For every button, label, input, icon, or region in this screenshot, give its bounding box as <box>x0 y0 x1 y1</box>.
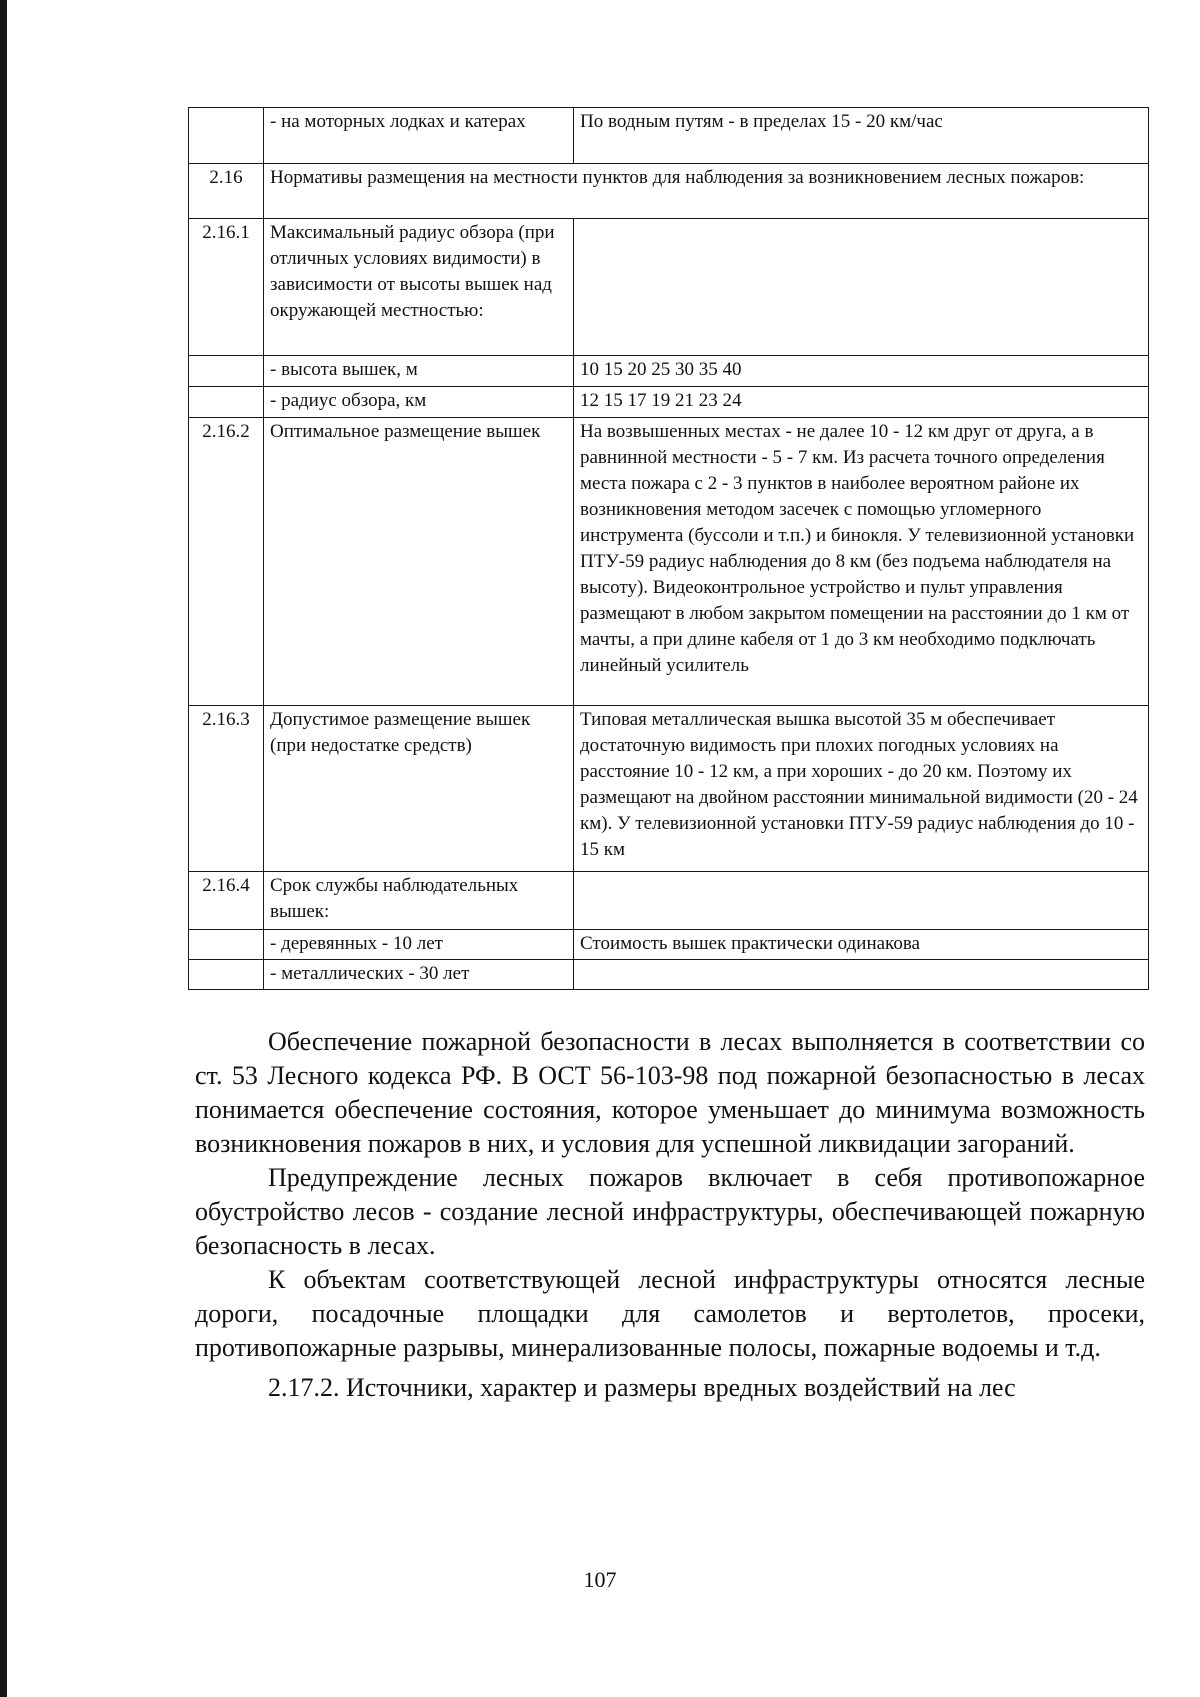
table-row <box>189 930 1149 960</box>
table-row <box>189 387 1149 418</box>
row-number <box>189 387 264 418</box>
row-parameter: - на моторных лодках и катерах <box>264 108 574 164</box>
row-number: 2.16.2 <box>189 418 264 706</box>
row-parameter: - радиус обзора, км <box>264 387 574 418</box>
page-number: 107 <box>583 1567 617 1592</box>
row-value: По водным путям - в пределах 15 - 20 км/час <box>574 108 1149 164</box>
row-number <box>189 960 264 990</box>
row-number: 2.16 <box>189 164 264 219</box>
row-value: 12 15 17 19 21 23 24 <box>574 387 1149 418</box>
scan-binding-edge <box>0 0 7 1697</box>
row-number <box>189 356 264 387</box>
table-row <box>189 706 1149 872</box>
row-value <box>574 872 1149 930</box>
table-row <box>189 418 1149 706</box>
row-number: 2.16.1 <box>189 219 264 356</box>
norms-table <box>188 107 1149 990</box>
row-value: 10 15 20 25 30 35 40 <box>574 356 1149 387</box>
row-section-title: Нормативы размещения на местности пунктов для наблюдения за возникновением лесных пожаров: <box>264 164 1149 219</box>
paragraph-prevention: Предупреждение лесных пожаров включает в себя противопожарное обустройство лесов - создание лесной инфраструктуры, обеспечивающей пожарную безопасность в лесах. <box>195 1163 1145 1260</box>
section-heading: 2.17.2. Источники, характер и размеры вредных воздействий на лес <box>268 1373 1016 1402</box>
table-row <box>189 872 1149 930</box>
row-value <box>574 219 1149 356</box>
row-value: На возвышенных местах - не далее 10 - 12 км друг от друга, а в равнинной местности - 5 - 7 км. Из расчета точного определения места пожара с 2 - 3 пунктов в наиболее вероятном районе их возникновения методом засечек с помощью угломерного инструмента (буссоли и т.п.) и бинокля. У телевизионной установки ПТУ-59 радиус наблюдения до 8 км (без подъема наблюдателя на высоту). Видеоконтрольное устройство и пульт управления размещают в любом закрытом помещении на расстоянии до 1 км от мачты, а при длине кабеля от 1 до 3 км необходимо подключать линейный усилитель <box>574 418 1149 706</box>
table-row <box>189 960 1149 990</box>
table-row <box>189 164 1149 219</box>
row-number <box>189 108 264 164</box>
row-number <box>189 930 264 960</box>
body-text <box>195 1025 1145 1405</box>
row-value <box>574 960 1149 990</box>
row-parameter: Срок службы наблюдательных вышек: <box>264 872 574 930</box>
row-parameter: - металлических - 30 лет <box>264 960 574 990</box>
table-row <box>189 356 1149 387</box>
paragraph-fire-safety: Обеспечение пожарной безопасности в лесах выполняется в соответствии со ст. 53 Лесного кодекса РФ. В ОСТ 56-103-98 под пожарной безопасностью в лесах понимается обеспечение состояния, которое уменьшает до минимума возможность возникновения пожаров в них, и условия для успешной ликвидации загораний. <box>195 1027 1145 1158</box>
row-number: 2.16.4 <box>189 872 264 930</box>
row-value: Стоимость вышек практически одинакова <box>574 930 1149 960</box>
row-parameter: - деревянных - 10 лет <box>264 930 574 960</box>
table-row <box>189 219 1149 356</box>
row-value: Типовая металлическая вышка высотой 35 м обеспечивает достаточную видимость при плохих погодных условиях на расстояние 10 - 12 км, а при хороших - до 20 км. Поэтому их размещают на двойном расстоянии минимальной видимости (20 - 24 км). У телевизионной установки ПТУ-59 радиус наблюдения до 10 - 15 км <box>574 706 1149 872</box>
row-parameter: Оптимальное размещение вышек <box>264 418 574 706</box>
row-parameter: Допустимое размещение вышек (при недостатке средств) <box>264 706 574 872</box>
row-parameter: Максимальный радиус обзора (при отличных условиях видимости) в зависимости от высоты вышек над окружающей местностью: <box>264 219 574 356</box>
table-row <box>189 108 1149 164</box>
paragraph-infrastructure: К объектам соответствующей лесной инфраструктуры относятся лесные дороги, посадочные площадки для самолетов и вертолетов, просеки, противопожарные разрывы, минерализованные полосы, пожарные водоемы и т.д. <box>195 1265 1145 1362</box>
row-number: 2.16.3 <box>189 706 264 872</box>
row-parameter: - высота вышек, м <box>264 356 574 387</box>
